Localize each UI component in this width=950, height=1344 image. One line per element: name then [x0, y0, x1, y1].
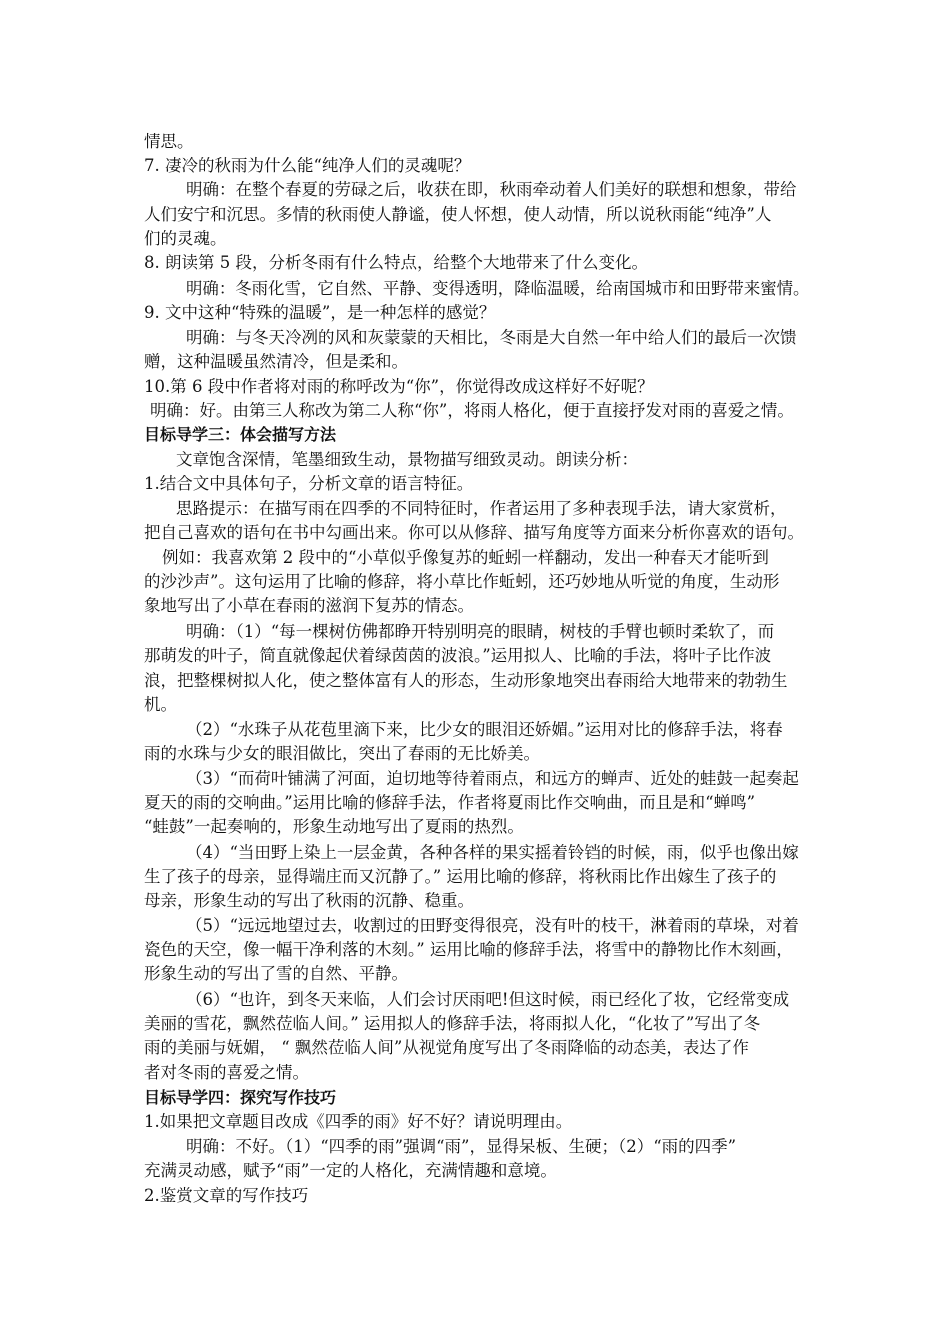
text-line: 雨的美丽与妩媚， “ 飘然莅临人间”从视觉角度写出了冬雨降临的动态美，表达了作 — [144, 1038, 749, 1057]
text-line: 7. 凄冷的秋雨为什么能“纯净人们的灵魂呢？ — [144, 156, 471, 175]
text-line: 形象生动的写出了雪的自然、平静。 — [144, 964, 408, 983]
text-line: 10.第 6 段中作者将对雨的称呼改为“你”，你觉得改成这样好不好呢？ — [144, 377, 654, 396]
text-line: “蛙鼓”一起奏响的，形象生动地写出了夏雨的热烈。 — [144, 817, 524, 836]
text-line: 1.结合文中具体句子，分析文章的语言特征。 — [144, 474, 474, 493]
section-heading: 目标导学四：探究写作技巧 — [144, 1088, 337, 1107]
text-line: 明确：不好。（1）“四季的雨”强调“雨”，显得呆板、生硬；（2）“雨的四季” — [186, 1137, 737, 1156]
text-line: （5）“远远地望过去，收割过的田野变得很亮，没有叶的枝干，淋着雨的草垛，对着 — [186, 916, 799, 935]
text-line: 明确：冬雨化雪，它自然、平静、变得透明，降临温暖，给南国城市和田野带来蜜情。 — [186, 279, 810, 298]
text-line: 夏天的雨的交响曲。”运用比喻的修辞手法，作者将夏雨比作交响曲，而且是和“蝉鸣” — [144, 793, 756, 812]
text-line: （2）“水珠子从花苞里滴下来，比少女的眼泪还娇媚。”运用对比的修辞手法，将春 — [186, 720, 783, 739]
text-line: 2.鉴赏文章的写作技巧 — [144, 1186, 309, 1205]
text-line: 美丽的雪花，飘然莅临人间。” 运用拟人的修辞手法，将雨拟人化，“化妆了”写出了冬 — [144, 1014, 761, 1033]
text-line: 们的灵魂。 — [144, 229, 227, 248]
text-line: 机。 — [144, 695, 177, 714]
text-line: （3）“而荷叶铺满了河面，迫切地等待着雨点，和远方的蝉声、近处的蛙鼓一起奏起 — [186, 769, 799, 788]
text-line: （4）“当田野上染上一层金黄，各种各样的果实摇着铃铛的时候，雨，似乎也像出嫁 — [186, 843, 799, 862]
text-line: 明确：与冬天冷冽的风和灰蒙蒙的天相比，冬雨是大自然一年中给人们的最后一次馈 — [186, 328, 797, 347]
text-line: 思路提示：在描写雨在四季的不同特征时，作者运用了多种表现手法，请大家赏析， — [176, 499, 787, 518]
section-heading: 目标导学三：体会描写方法 — [144, 425, 337, 444]
text-line: （6）“也许，到冬天来临，人们会讨厌雨吧!但这时候，雨已经化了妆，它经常变成 — [186, 990, 790, 1009]
text-line: 情思。 — [144, 132, 194, 151]
text-line: 例如：我喜欢第 2 段中的“小草似乎像复苏的蚯蚓一样翻动，发出一种春天才能听到 — [162, 548, 769, 567]
text-line: 明确：在整个春夏的劳碌之后，收获在即，秋雨牵动着人们美好的联想和想象，带给 — [186, 180, 797, 199]
text-line: 人们安宁和沉思。多情的秋雨使人静谧，使人怀想，使人动情，所以说秋雨能“纯净”人 — [144, 205, 772, 224]
text-line: 明确：（1）“每一棵树仿佛都睁开特别明亮的眼睛，树枝的手臂也顿时柔软了，而 — [186, 622, 775, 641]
text-line: 者对冬雨的喜爱之情。 — [144, 1063, 309, 1082]
text-line: 象地写出了小草在春雨的滋润下复苏的情态。 — [144, 596, 474, 615]
text-line: 充满灵动感，赋予“雨”一定的人格化，充满情趣和意境。 — [144, 1161, 557, 1180]
text-line: 明确：好。由第三人称改为第二人称“你”，将雨人格化，便于直接抒发对雨的喜爱之情。 — [150, 401, 794, 420]
text-line: 生了孩子的母亲，显得端庄而又沉静了。” 运用比喻的修辞，将秋雨比作出嫁生了孩子的 — [144, 867, 777, 886]
text-line: 的沙沙声”。这句运用了比喻的修辞，将小草比作蚯蚓，还巧妙地从听觉的角度，生动形 — [144, 572, 780, 591]
text-line: 瓷色的天空，像一幅干净利落的木刻。” 运用比喻的修辞手法，将雪中的静物比作木刻画， — [144, 940, 793, 959]
text-line: 赠，这种温暖虽然清冷，但是柔和。 — [144, 352, 408, 371]
text-line: 浪，把整棵树拟人化，使之整体富有人的形态，生动形象地突出春雨给大地带来的勃勃生 — [144, 671, 788, 690]
text-line: 把自己喜欢的语句在书中勾画出来。你可以从修辞、描写角度等方面来分析你喜欢的语句。 — [144, 523, 804, 542]
text-line: 9. 文中这种“特殊的温暖”，是一种怎样的感觉？ — [144, 303, 496, 322]
text-line: 雨的水珠与少女的眼泪做比，突出了春雨的无比娇美。 — [144, 744, 540, 763]
text-line: 母亲，形象生动的写出了秋雨的沉静、稳重。 — [144, 891, 474, 910]
text-line: 那萌发的叶子，简直就像起伏着绿茵茵的波浪。”运用拟人、比喻的手法，将叶子比作波 — [144, 646, 772, 665]
text-line: 8. 朗读第 5 段，分析冬雨有什么特点，给整个大地带来了什么变化。 — [144, 253, 648, 272]
text-line: 1.如果把文章题目改成《四季的雨》好不好？请说明理由。 — [144, 1112, 573, 1131]
text-line: 文章饱含深情，笔墨细致生动，景物描写细致灵动。朗读分析： — [176, 450, 638, 469]
